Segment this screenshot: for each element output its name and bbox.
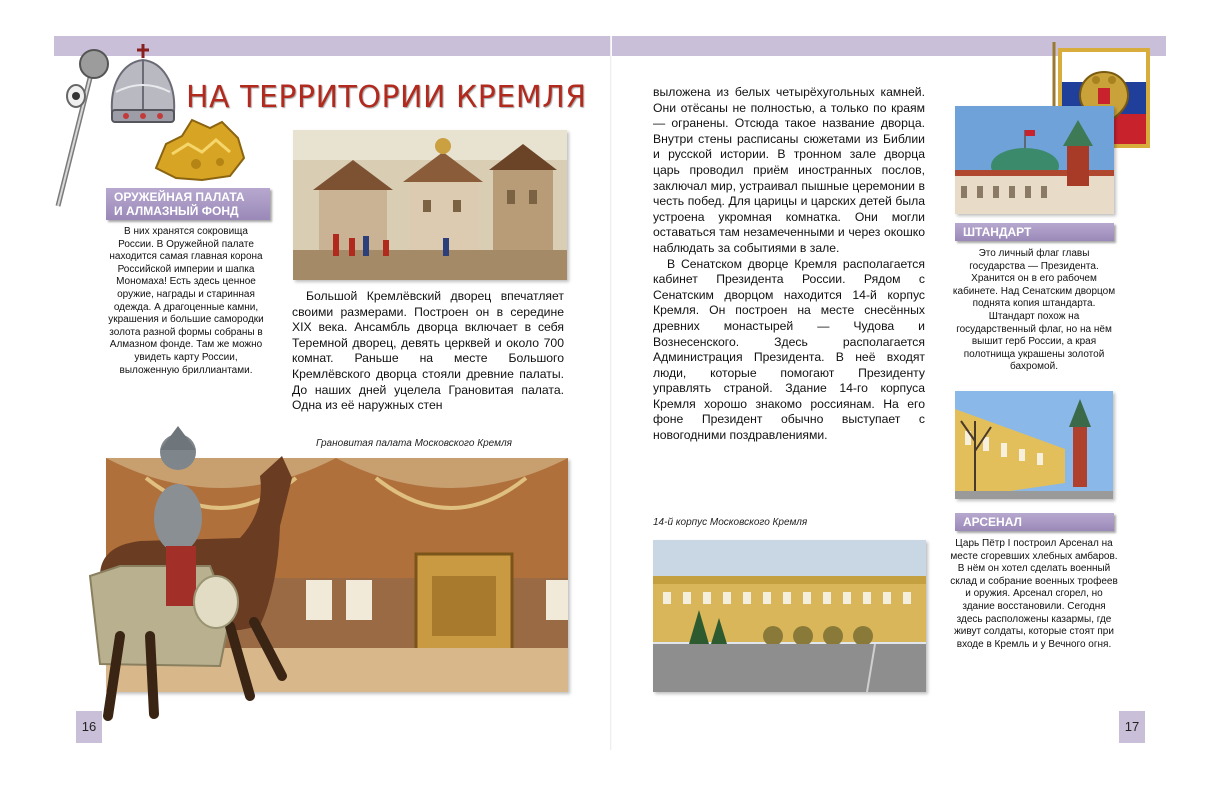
book-gutter (610, 36, 612, 750)
page-number-right: 17 (1119, 711, 1145, 743)
palace-text (292, 289, 564, 414)
arsenal-section-heading: АРСЕНАЛ (955, 513, 1114, 531)
right-paragraph-2: В Сенатском дворце Кремля располагается кабинет Президента России. Рядом с Сенатским дворцом находится 14-й корпус Кремля. Он построен на месте снесённых древних монастырей — Чудова и Вознесенского. Здесь располагается Администрация Президента. В неё входят люди, которые помогают Президенту управлять страной. Здание 14-го корпуса Кремля хорошо знакомо россиянам. На его фоне Президент обычно выступает с новогодними поздравлениями. (653, 256, 925, 443)
standard-section-heading: ШТАНДАРТ (955, 223, 1114, 241)
right-main-text (653, 85, 925, 444)
standard-text: Это личный флаг главы государства — Президента. Хранится он в его рабочем кабинете. Над Сенатским дворцом поднята копия штандарта. Штандарт похож на государственный флаг, но на нём вышит герб России, а края полотнища украшены золотой бахромой. (952, 248, 1116, 373)
armory-heading-line1: ОРУЖЕЙНАЯ ПАЛАТА (114, 190, 245, 204)
arsenal-text: Царь Пётр I построил Арсенал на месте сгоревших хлебных амбаров. В нём он хотел сделать военный склад и собрание военных трофеев и оружия. Арсенал сгорел, но здание восстановили. Сегодня здесь расположены казармы, где живут солдаты, которые стоят при входе в Кремль и у Вечного огня. (950, 538, 1118, 650)
sceptre-icon (52, 38, 114, 208)
armoured-horse-image (60, 416, 300, 746)
palace-painting-image (293, 130, 567, 280)
page-number-left: 16 (76, 711, 102, 743)
armory-text: В них хранятся сокровища России. В Оружейной палате находится самая главная корона Российской империи и шапка Мономаха! Есть здесь ценное оружие, награды и старинная одежда. А драгоценные камни, украшения и большие самородки золота разной формы собраны в Алмазном фонде. Там же можно увидеть карту России, выложенную бриллиантами. (108, 226, 264, 376)
page-title: НА ТЕРРИТОРИИ КРЕМЛЯ (186, 80, 587, 115)
building14-image (653, 540, 926, 692)
arsenal-image (955, 391, 1113, 499)
caption-granovitaya: Грановитая палата Московского Кремля (316, 438, 512, 449)
palace-paragraph: Большой Кремлёвский дворец впечатляет своими размерами. Построен он в середине XIX века. Ансамбль дворца включает в себя Теремной дворец, девять церквей и около 700 комнат. Раньше на месте Большого Кремлёвского дворца стояли древние палаты. До наших дней уцелела Грановитая палата. Одна из её наружных стен (292, 289, 564, 413)
right-paragraph-1: выложена из белых четырёхугольных камней. Они отёсаны не полностью, а только по краям — огранены. Отсюда такое название дворца. Внутри стены расписаны сюжетами из Библии и русской истории. В тронном зале дворца царь проводил приём иностранных послов, заключал мир, устраивал пышные церемонии в честь побед. Для царицы и царских детей была устроена укромная комнатка. Они могли оставаться там незамеченными и через окошко наблюдать за событиями в зале. (653, 85, 925, 255)
gold-nugget-icon (152, 114, 248, 182)
senate-palace-image (955, 106, 1114, 214)
armory-heading-line2: И АЛМАЗНЫЙ ФОНД (114, 204, 239, 218)
armory-section-heading (106, 188, 270, 220)
caption-building14: 14-й корпус Московского Кремля (653, 517, 808, 528)
